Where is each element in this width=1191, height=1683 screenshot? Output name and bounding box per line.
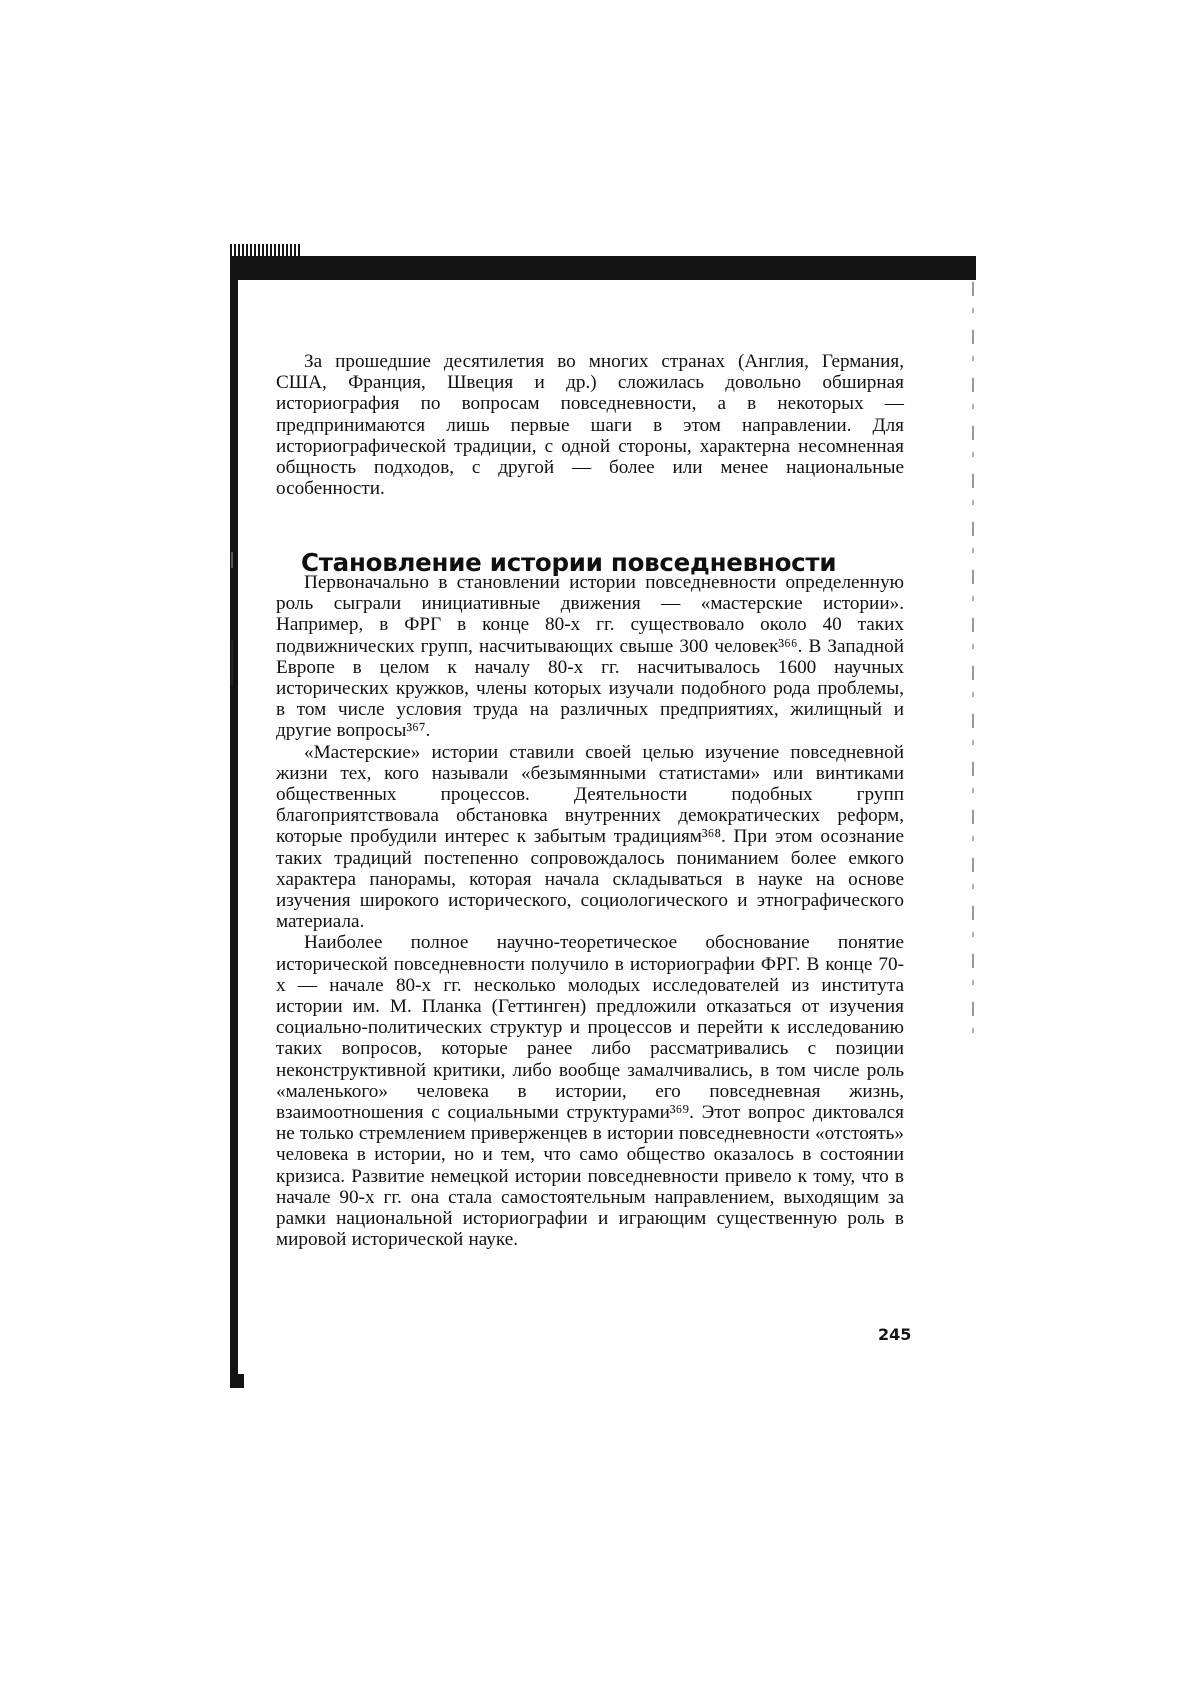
left-rule-foot — [230, 1374, 244, 1388]
left-margin-scan-mark — [231, 552, 233, 568]
top-black-scan-rule — [230, 256, 976, 280]
intro-paragraph: За прошедшие десятилетия во многих странах (Англия, Германия, США, Франция, Швеция и др.) сложилась довольно обширная историография по вопросам повседневности, а в некоторых — предпринимаются лишь первые шаги в этом направлении. Для историографической традиции, с одной стороны, характерна несомненная общность подходов, с другой — более или менее национальные особенности. — [276, 351, 904, 500]
top-rule-scan-tick — [230, 244, 300, 256]
left-margin-scan-mark — [231, 640, 233, 686]
right-scan-edge — [972, 282, 974, 1042]
intro-text-block — [276, 351, 904, 499]
section-heading: Становление истории повседневности — [301, 548, 837, 578]
left-black-scan-rule — [230, 256, 238, 1388]
page-number: 245 — [878, 1325, 912, 1344]
body-paragraph-1: Первоначально в становлении истории повседневности определенную роль сыграли инициативные движения — «мастерские истории». Например, в ФРГ в конце 80-х гг. существовало около 40 таких подвижнических групп, насчитывающих свыше 300 человек³⁶⁶. В Западной Европе в целом к началу 80-х гг. насчитывалось 1600 научных исторических кружков, члены которых изучали подобного рода проблемы, в том числе условия труда на различных предприятиях, жилищный и другие вопросы³⁶⁷. — [276, 572, 904, 742]
body-paragraph-3: Наиболее полное научно-теоретическое обоснование понятие исторической повседневности получило в историографии ФРГ. В конце 70-х — начале 80-х гг. несколько молодых исследователей из института истории им. М. Планка (Геттинген) предложили отказаться от изучения социально-политических структур и процессов и перейти к исследованию таких вопросов, которые ранее либо рассматривались с позиции неконструктивной критики, либо вообще замалчивались, в том числе роль «маленького» человека в истории, его повседневная жизнь, взаимоотношения с социальными структурами³⁶⁹. Этот вопрос диктовался не только стремлением приверженцев в истории повседневности «отстоять» человека в истории, но и тем, что само общество оказалось в состоянии кризиса. Развитие немецкой истории повседневности привело к тому, что в начале 90-х гг. она стала самостоятельным направлением, выходящим за рамки национальной историографии и играющим существенную роль в мировой исторической науке. — [276, 932, 904, 1251]
body-paragraph-2: «Мастерские» истории ставили своей целью изучение повседневной жизни тех, кого называли «безымянными статистами» или винтиками общественных процессов. Деятельности подобных групп благоприятствовала обстановка внутренних демократических реформ, которые пробудили интерес к забытым традициям³⁶⁸. При этом осознание таких традиций постепенно сопровождалось пониманием более емкого характера панорамы, которая начала складываться в науке на основе изучения широкого исторического, социологического и этнографического материала. — [276, 741, 904, 933]
section-body — [276, 572, 904, 1251]
